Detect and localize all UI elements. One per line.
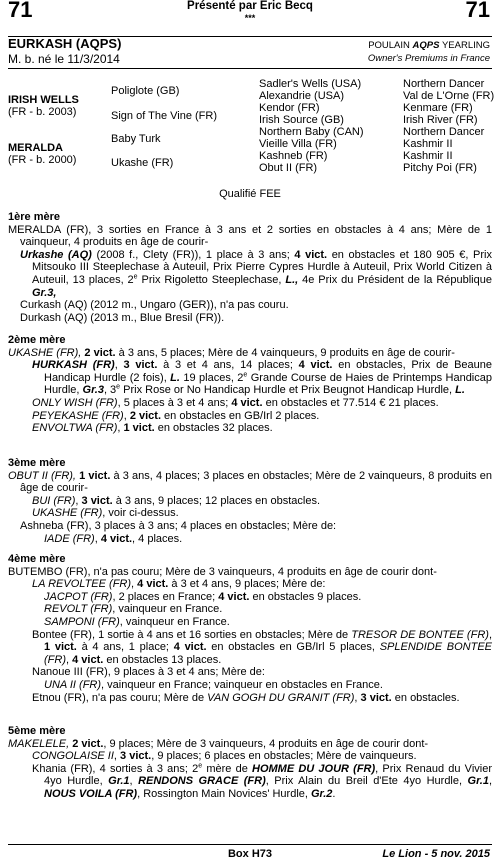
stars: *** (244, 13, 256, 23)
produce-samponi: SAMPONI (FR), vainqueur en France. (44, 615, 230, 628)
produce-iade: IADE (FR), 4 vict., 4 places. (44, 532, 183, 545)
sex-yearling: POULAIN AQPS YEARLING (368, 40, 490, 51)
gen4-3: Kenmare (FR) (403, 102, 473, 114)
gen3-5: Northern Baby (CAN) (259, 126, 364, 138)
sire-sire: Poliglote (GB) (111, 85, 180, 97)
gen4-5: Northern Dancer (403, 126, 485, 138)
third-dam-section (8, 457, 492, 545)
gen3-3: Kendor (FR) (259, 102, 320, 114)
divider-footer (8, 844, 492, 845)
gen4-1: Northern Dancer (403, 78, 485, 90)
produce-durkash: Durkash (AQ) (2013 m., Blue Bresil (FR)). (20, 311, 225, 324)
produce-nanoue: Nanoue III (FR), 9 places à 3 et 4 ans; Mère de: (32, 666, 265, 679)
horse-name: EURKASH (AQPS) (8, 36, 122, 51)
second-dam-section (8, 334, 492, 435)
divider-pedigree (8, 68, 492, 69)
gen4-6: Kashmir II (403, 138, 453, 150)
presenter: Présenté par Eric Becq (187, 0, 313, 12)
sire-info: (FR - b. 2003) (8, 106, 77, 118)
gen3-4: Irish Source (GB) (259, 114, 344, 126)
gen4-4: Irish River (FR) (403, 114, 478, 126)
produce-la-revoltee: LA REVOLTEE (FR), 4 vict. à 3 et 4 ans, 9 places; Mère de: (32, 578, 326, 591)
owners-premiums: Owner's Premiums in France (367, 53, 490, 64)
fourth-dam-title: 4ème mère (8, 553, 66, 565)
box-number: Box H73 (227, 848, 273, 860)
produce-ashneba: Ashneba (FR), 3 places à 3 ans; 4 places en obstacles; Mère de: (20, 519, 337, 532)
produce-jacpot: JACPOT (FR), 2 places en France; 4 vict. en obstacles 9 places. (44, 590, 362, 603)
dam-name: MERALDA (8, 142, 63, 154)
fifth-dam-line: MAKELELE, 2 vict., 9 places; Mère de 3 vainqueurs, 4 produits en âge de courir dont- (8, 737, 429, 750)
dam-sire: Baby Turk (111, 133, 161, 145)
produce-bui: BUI (FR), 3 vict. à 3 ans, 9 places; 12 places en obstacles. (32, 494, 321, 507)
sale-date: Le Lion - 5 nov. 2015 (382, 848, 490, 860)
second-dam-title: 2ème mère (8, 334, 66, 346)
produce-curkash: Curkash (AQ) (2012 m., Ungaro (GER)), n'a pas couru. (20, 299, 289, 312)
produce-only-wish: ONLY WISH (FR), 5 places à 3 et 4 ans; 4 vict. en obstacles et 77.514 € 21 places. (32, 396, 439, 409)
first-dam-title: 1ère mère (8, 211, 60, 223)
produce-urkashe: Urkashe (AQ) (2008 f., Clety (FR)), 1 place à 3 ans; 4 vict. en obstacles et 180 905 €, Prix Mitsouko III Steeplechase à Auteuil, Prix Pierre Cypres Hurdle à Auteuil, Prix World Citizen à Auteuil, 13 places, 2e Prix Rigoletto Steeplechase, L., 4e Prix du Président de la République Gr.3, (20, 248, 492, 299)
sire-name: IRISH WELLS (8, 94, 79, 106)
lot-number-left: 71 (8, 0, 33, 22)
gen4-2: Val de L'Orne (FR) (403, 90, 495, 102)
gen3-7: Kashneb (FR) (259, 150, 328, 162)
first-dam-line: MERALDA (FR), 3 sorties en France à 3 ans et 2 sorties en obstacles à 4 ans; Mère de 1 vainqueur, 4 produits en âge de courir- (8, 223, 492, 249)
pedigree-table (8, 74, 496, 178)
fourth-dam-line: BUTEMBO (FR), n'a pas couru; Mère de 3 vainqueurs, 4 produits en âge de courir dont- (8, 565, 437, 578)
produce-khania: Khania (FR), 4 sorties à 3 ans; 2e mère de HOMME DU JOUR (FR), Prix Renaud du Vivier 4yo Hurdle, Gr.1, RENDONS GRACE (FR), Prix Alain du Breil d'Ete 4yo Hurdle, Gr.1, NOUS VOILA (FR), Rossington Main Novices' Hurdle, Gr.2. (32, 762, 492, 800)
produce-hurkash: HURKASH (FR), 3 vict. à 3 et 4 ans, 14 places; 4 vict. en obstacles, Prix de Beaune Handicap Hurdle (2 fois), L. 19 places, 2e Grande Course de Haies de Printemps Handicap Hurdle, Gr.3, 3e Prix Rose or No Handicap Hurdle et Prix Beugnot Handicap Hurdle, L. (32, 359, 492, 397)
gen3-6: Vieille Villa (FR) (259, 138, 337, 150)
header (0, 0, 500, 36)
produce-congolaise: CONGOLAISE II, 3 vict., 9 places; 6 places en obstacles; Mère de vainqueurs. (32, 750, 417, 763)
gen4-7: Kashmir II (403, 150, 453, 162)
gen3-2: Alexandrie (USA) (259, 90, 344, 102)
produce-revolt: REVOLT (FR), vainqueur en France. (44, 603, 223, 616)
gen3-8: Obut II (FR) (259, 162, 318, 174)
dam-info: (FR - b. 2000) (8, 154, 77, 166)
gen3-1: Sadler's Wells (USA) (259, 78, 362, 90)
produce-etnou: Etnou (FR), n'a pas couru; Mère de VAN GOGH DU GRANIT (FR), 3 vict. en obstacles. (32, 691, 460, 704)
sire-dam: Sign of The Vine (FR) (111, 110, 217, 122)
qualified-fee: Qualifié FEE (219, 188, 281, 200)
produce-una: UNA II (FR), vainqueur en France; vainqueur en obstacles en France. (44, 678, 383, 691)
second-dam-line: UKASHE (FR), 2 vict. à 3 ans, 5 places; Mère de 4 vainqueurs, 9 produits en âge de courir- (8, 346, 455, 359)
dam-dam: Ukashe (FR) (111, 157, 174, 169)
produce-peyekashe: PEYEKASHE (FR), 2 vict. en obstacles en GB/Irl 2 places. (32, 409, 320, 422)
first-dam-section (8, 211, 492, 324)
produce-ukashe: UKASHE (FR), voir ci-dessus. (32, 507, 179, 520)
produce-bontee: Bontee (FR), 1 sortie à 4 ans et 16 sorties en obstacles; Mère de TRESOR DE BONTEE (FR), 1 vict. à 4 ans, 1 place; 4 vict. en obstacles en GB/Irl 5 places, SPLENDIDE BONTEE (FR), 4 vict. en obstacles 13 places. (32, 628, 492, 666)
fifth-dam-section (8, 725, 492, 801)
third-dam-line: OBUT II (FR), 1 vict. à 3 ans, 4 places; 3 places en obstacles; Mère de 2 vainqueurs, 8 produits en âge de courir- (8, 469, 492, 495)
third-dam-title: 3ème mère (8, 457, 66, 469)
horse-info: M. b. né le 11/3/2014 (8, 52, 120, 66)
gen4-8: Pitchy Poi (FR) (403, 162, 477, 174)
lot-number-right: 71 (465, 0, 490, 22)
produce-envoltwa: ENVOLTWA (FR), 1 vict. en obstacles 32 places. (32, 422, 273, 435)
fifth-dam-title: 5ème mère (8, 725, 66, 737)
fourth-dam-section (8, 553, 492, 704)
